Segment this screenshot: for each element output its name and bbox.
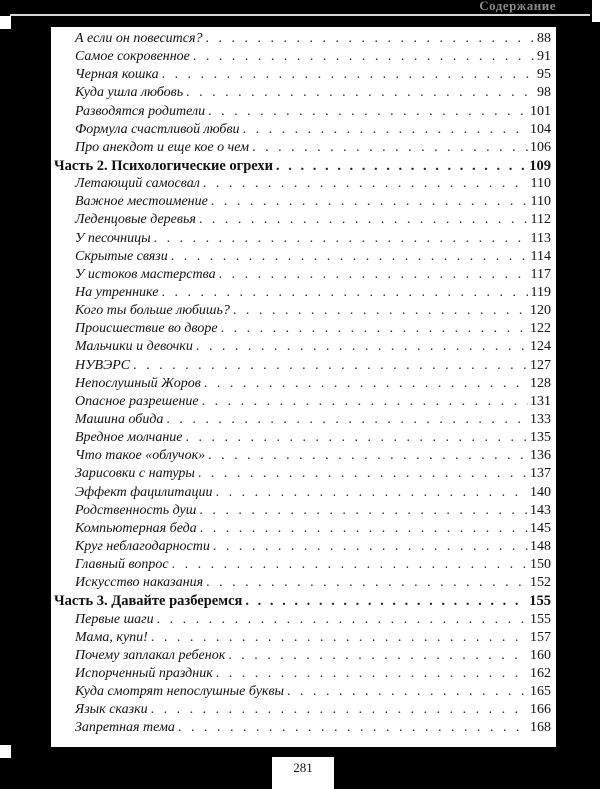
toc-entry-page: 140 bbox=[530, 484, 551, 500]
toc-entry bbox=[51, 394, 551, 412]
table-of-contents bbox=[51, 31, 551, 738]
toc-entry-title: Вредное молчание bbox=[75, 430, 183, 446]
dot-leader bbox=[221, 321, 528, 337]
toc-entry-title: На утреннике bbox=[75, 284, 159, 300]
dot-leader bbox=[199, 212, 529, 228]
toc-entry-title: Куда ушла любовь bbox=[75, 85, 184, 101]
dot-leader bbox=[166, 412, 528, 428]
dot-leader bbox=[206, 31, 536, 47]
toc-entry bbox=[51, 448, 551, 466]
toc-entry-title: Первые шаги bbox=[75, 611, 154, 627]
toc-entry bbox=[51, 285, 551, 303]
dot-leader bbox=[200, 521, 528, 537]
toc-entry-title: Машина обида bbox=[75, 411, 164, 427]
toc-entry bbox=[51, 67, 551, 85]
toc-entry bbox=[51, 720, 551, 738]
toc-entry-title: Самое сокровенное bbox=[75, 49, 190, 65]
toc-page bbox=[51, 27, 556, 747]
toc-entry-title: Про анекдот и еще кое о чем bbox=[75, 139, 250, 155]
dot-leader bbox=[213, 539, 528, 555]
toc-entry-title: Кого ты больше любишь? bbox=[75, 303, 230, 319]
dot-leader bbox=[171, 249, 529, 265]
dot-leader bbox=[233, 303, 528, 319]
dot-leader bbox=[193, 49, 535, 65]
toc-entry-title: Эффект фацилитации bbox=[75, 484, 213, 500]
toc-entry-title: Часть 2. Психологические огрехи bbox=[54, 157, 274, 174]
toc-entry bbox=[51, 521, 551, 539]
toc-entry bbox=[51, 104, 551, 122]
toc-entry bbox=[51, 176, 551, 194]
dot-leader bbox=[203, 176, 529, 192]
toc-entry-page: 110 bbox=[530, 176, 551, 192]
toc-entry-title: Испорченный праздник bbox=[75, 665, 213, 681]
toc-entry-page: 119 bbox=[530, 284, 551, 300]
toc-entry bbox=[51, 358, 551, 376]
toc-entry-title: А если он повесится? bbox=[75, 31, 203, 46]
toc-entry-page: 148 bbox=[530, 538, 551, 554]
dot-leader bbox=[186, 85, 535, 101]
toc-entry-title: Разводятся родители bbox=[75, 103, 206, 119]
dot-leader bbox=[245, 593, 527, 610]
toc-entry-title: Мальчики и девочки bbox=[75, 339, 193, 355]
toc-entry-title: Часть 3. Давайте разберемся bbox=[54, 593, 243, 610]
toc-entry-page: 98 bbox=[537, 85, 551, 101]
toc-entry-title: Опасное разрешение bbox=[75, 393, 199, 409]
dot-leader bbox=[208, 448, 528, 464]
toc-entry bbox=[51, 303, 551, 321]
toc-entry-title: Компьютерная беда bbox=[75, 520, 197, 536]
toc-entry bbox=[51, 503, 551, 521]
toc-entry-page: 122 bbox=[530, 321, 551, 337]
toc-entry bbox=[51, 212, 551, 230]
toc-entry-title: Куда смотрят непослушные буквы bbox=[75, 684, 285, 700]
dot-leader bbox=[151, 702, 528, 718]
toc-entry-page: 131 bbox=[530, 393, 551, 409]
dot-leader bbox=[172, 557, 528, 573]
toc-entry bbox=[51, 648, 551, 666]
toc-entry-page: 145 bbox=[530, 520, 551, 536]
dot-leader bbox=[151, 630, 528, 646]
dot-leader bbox=[204, 376, 528, 392]
toc-entry bbox=[51, 485, 551, 503]
toc-entry-page: 137 bbox=[530, 466, 551, 482]
toc-entry-page: 155 bbox=[529, 593, 551, 610]
toc-entry bbox=[51, 321, 551, 339]
toc-entry-title: Происшествие во дворе bbox=[75, 321, 218, 337]
toc-entry bbox=[51, 339, 551, 357]
dot-leader bbox=[276, 158, 527, 175]
toc-part-heading bbox=[51, 158, 551, 176]
dot-leader bbox=[161, 285, 528, 301]
toc-entry-title: Летающий самосвал bbox=[75, 176, 200, 192]
toc-entry-page: 88 bbox=[537, 31, 551, 46]
toc-entry-title: Что такое «облучок» bbox=[75, 448, 206, 464]
toc-entry-title: У песочницы bbox=[75, 230, 151, 246]
running-header-title: Содержание bbox=[479, 0, 556, 13]
toc-entry bbox=[51, 612, 551, 630]
toc-entry bbox=[51, 557, 551, 575]
toc-entry bbox=[51, 466, 551, 484]
toc-entry bbox=[51, 630, 551, 648]
toc-entry-page: 133 bbox=[530, 411, 551, 427]
dot-leader bbox=[216, 485, 528, 501]
toc-entry-page: 91 bbox=[537, 49, 551, 65]
dot-leader bbox=[243, 122, 528, 138]
toc-entry-page: 160 bbox=[530, 647, 551, 663]
toc-entry-title: Язык сказки bbox=[75, 702, 148, 718]
toc-entry bbox=[51, 684, 551, 702]
toc-entry-page: 127 bbox=[530, 357, 551, 373]
toc-entry-title: У истоков мастерства bbox=[75, 266, 216, 282]
toc-entry-title: Зарисовки с натуры bbox=[75, 466, 195, 482]
toc-entry-title: НУВЭРС bbox=[75, 357, 131, 373]
toc-entry-page: 114 bbox=[530, 248, 551, 264]
toc-entry-page: 157 bbox=[530, 629, 551, 645]
scan-edge-mark bbox=[0, 16, 11, 29]
dot-leader bbox=[206, 575, 528, 591]
toc-entry bbox=[51, 430, 551, 448]
dot-leader bbox=[178, 720, 528, 736]
toc-entry bbox=[51, 702, 551, 720]
dot-leader bbox=[228, 648, 528, 664]
toc-entry-title: Формула счастливой любви bbox=[75, 121, 240, 137]
toc-entry-page: 95 bbox=[537, 67, 551, 83]
toc-entry-title: Черная кошка bbox=[75, 67, 159, 83]
toc-entry bbox=[51, 140, 551, 158]
scan-edge-mark bbox=[592, 0, 600, 22]
dot-leader bbox=[219, 267, 529, 283]
toc-entry-page: 155 bbox=[530, 611, 551, 627]
toc-entry-page: 128 bbox=[530, 375, 551, 391]
dot-leader bbox=[162, 67, 535, 83]
toc-entry-page: 135 bbox=[530, 430, 551, 446]
toc-entry bbox=[51, 267, 551, 285]
toc-entry-page: 162 bbox=[530, 665, 551, 681]
toc-entry bbox=[51, 231, 551, 249]
toc-part-heading bbox=[51, 593, 551, 611]
toc-entry bbox=[51, 249, 551, 267]
header-rule bbox=[10, 14, 590, 16]
dot-leader bbox=[133, 358, 528, 374]
toc-entry-page: 117 bbox=[530, 266, 551, 282]
toc-entry bbox=[51, 412, 551, 430]
dot-leader bbox=[211, 194, 529, 210]
toc-entry-page: 109 bbox=[529, 157, 551, 174]
dot-leader bbox=[154, 231, 529, 247]
toc-entry bbox=[51, 539, 551, 557]
toc-entry bbox=[51, 666, 551, 684]
toc-entry-page: 165 bbox=[530, 684, 551, 700]
toc-entry-title: Родственность душ bbox=[75, 502, 197, 518]
toc-entry-title: Круг неблагодарности bbox=[75, 538, 210, 554]
toc-entry-page: 113 bbox=[530, 230, 551, 246]
dot-leader bbox=[186, 430, 528, 446]
toc-entry-page: 112 bbox=[530, 212, 551, 228]
toc-entry-title: Важное местоимение bbox=[75, 194, 208, 210]
dot-leader bbox=[198, 466, 528, 482]
dot-leader bbox=[157, 612, 528, 628]
toc-entry-title: Скрытые связи bbox=[75, 248, 168, 264]
toc-entry-page: 152 bbox=[530, 575, 551, 591]
toc-entry bbox=[51, 31, 551, 49]
toc-entry-title: Почему заплакал ребенок bbox=[75, 647, 226, 663]
toc-entry-page: 120 bbox=[530, 303, 551, 319]
toc-entry bbox=[51, 49, 551, 67]
toc-entry-title: Мама, купи! bbox=[75, 629, 148, 645]
dot-leader bbox=[196, 339, 528, 355]
dot-leader bbox=[216, 666, 528, 682]
dot-leader bbox=[252, 140, 528, 156]
toc-entry-title: Непослушный Жоров bbox=[75, 375, 201, 391]
toc-entry-title: Запретная тема bbox=[75, 720, 175, 736]
dot-leader bbox=[208, 104, 528, 120]
toc-entry bbox=[51, 575, 551, 593]
toc-entry-page: 168 bbox=[530, 720, 551, 736]
toc-entry bbox=[51, 85, 551, 103]
scan-edge-mark bbox=[0, 745, 11, 758]
page-number: 281 bbox=[272, 757, 334, 789]
dot-leader bbox=[199, 503, 528, 519]
toc-entry-page: 110 bbox=[530, 194, 551, 210]
toc-entry-page: 124 bbox=[530, 339, 551, 355]
toc-entry-page: 101 bbox=[530, 103, 551, 119]
toc-entry-page: 106 bbox=[530, 139, 551, 155]
dot-leader bbox=[202, 394, 528, 410]
toc-entry-title: Главный вопрос bbox=[75, 557, 169, 573]
toc-entry-page: 166 bbox=[530, 702, 551, 718]
toc-entry bbox=[51, 122, 551, 140]
toc-entry-page: 143 bbox=[530, 502, 551, 518]
toc-entry-page: 136 bbox=[530, 448, 551, 464]
toc-entry-page: 104 bbox=[530, 121, 551, 137]
toc-entry-title: Леденцовые деревья bbox=[75, 212, 196, 228]
toc-entry bbox=[51, 194, 551, 212]
toc-entry-page: 150 bbox=[530, 557, 551, 573]
dot-leader bbox=[287, 684, 528, 700]
toc-entry bbox=[51, 376, 551, 394]
toc-entry-title: Искусство наказания bbox=[75, 575, 204, 591]
